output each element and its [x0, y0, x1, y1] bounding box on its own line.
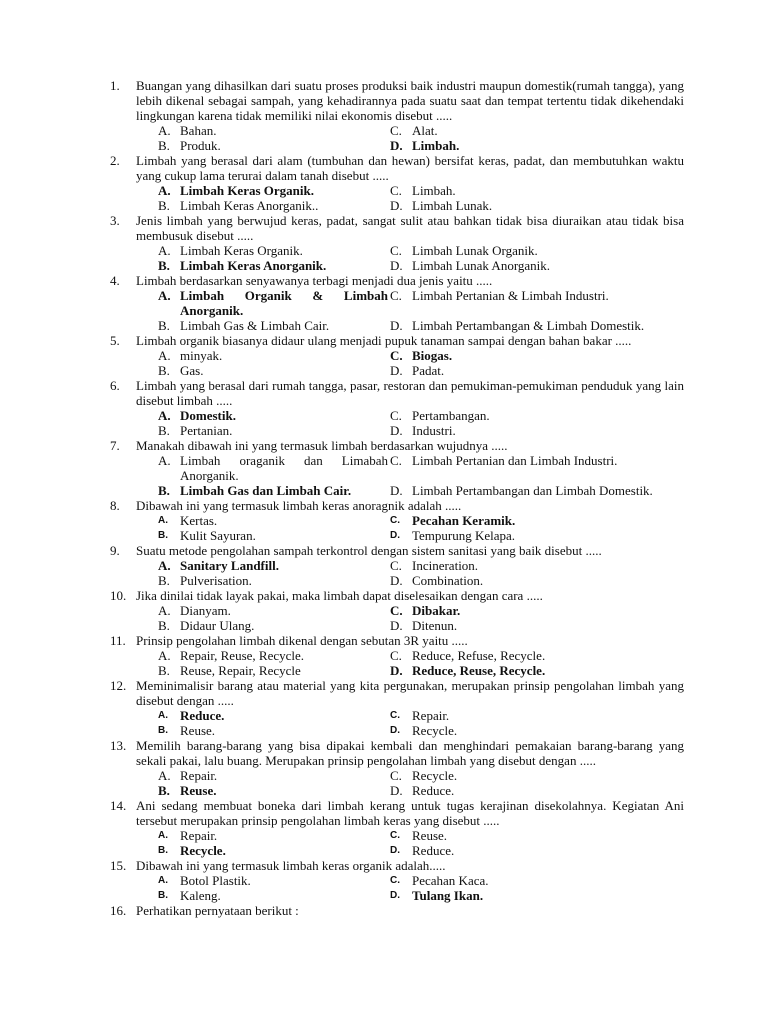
option-letter: D.	[390, 663, 403, 678]
option-letter: B.	[158, 423, 170, 438]
option-letter: D.	[390, 363, 403, 378]
option-text: Limbah.	[412, 138, 460, 153]
question-text: Limbah yang berasal dari rumah tangga, pasar, restoran dan pemukiman-pemukiman penduduk yang lain disebut limbah .....	[136, 378, 684, 408]
option-text: Reduce, Reuse, Recycle.	[412, 663, 546, 678]
answer-option-d	[388, 138, 684, 153]
answer-option-b	[136, 528, 388, 543]
option-letter: A.	[158, 648, 171, 663]
option-letter: C.	[390, 710, 400, 721]
option-letter: D.	[390, 138, 403, 153]
answer-option-b	[136, 483, 388, 498]
option-text: Ditenun.	[412, 618, 458, 633]
option-letter: C.	[390, 768, 402, 783]
option-letter: A.	[158, 123, 171, 138]
answer-option-d	[388, 198, 684, 213]
option-text: Pecahan Keramik.	[412, 513, 516, 528]
option-letter: D.	[390, 423, 403, 438]
answer-option-a	[136, 123, 388, 138]
option-text: Limbah Lunak.	[412, 198, 493, 213]
option-text: Tempurung Kelapa.	[412, 528, 516, 543]
answer-option-b	[136, 618, 388, 633]
option-text: Repair.	[180, 828, 218, 843]
answer-option-d	[388, 423, 684, 438]
option-letter: C.	[390, 183, 402, 198]
option-text: Reuse.	[180, 783, 217, 798]
question-14	[110, 798, 684, 858]
answer-option-d	[388, 663, 684, 678]
answer-option-c	[388, 123, 684, 138]
question-number: 2.	[110, 153, 120, 168]
answer-options	[136, 348, 684, 378]
option-text: Limbah Keras Organik.	[180, 183, 314, 198]
option-letter: D.	[390, 198, 403, 213]
option-text: Alat.	[412, 123, 438, 138]
question-number: 8.	[110, 498, 120, 513]
answer-option-c	[388, 453, 684, 483]
question-number: 13.	[110, 738, 127, 753]
option-letter: B.	[158, 363, 170, 378]
answer-option-c	[388, 873, 684, 888]
option-letter: A.	[158, 408, 171, 423]
answer-option-a	[136, 828, 388, 843]
option-text: Limbah.	[412, 183, 456, 198]
option-text: minyak.	[180, 348, 223, 363]
option-text: Tulang Ikan.	[412, 888, 484, 903]
option-text: Repair.	[180, 768, 218, 783]
option-text: Sanitary Landfill.	[180, 558, 279, 573]
question-text: Jenis limbah yang berwujud keras, padat, sangat sulit atau bahkan tidak bisa diuraikan atau tidak bisa membusuk disebut .....	[136, 213, 684, 243]
option-text: Limbah Pertanian dan Limbah Industri.	[412, 453, 618, 468]
option-letter: B.	[158, 530, 168, 541]
option-letter: C.	[390, 408, 402, 423]
answer-options	[136, 648, 684, 678]
option-text: Didaur Ulang.	[180, 618, 255, 633]
answer-option-b	[136, 783, 388, 798]
answer-option-b	[136, 318, 388, 333]
question-text: Limbah yang berasal dari alam (tumbuhan dan hewan) bersifat keras, padat, dan membutuhkan waktu yang cukup lama terurai dalam tanah disebut .....	[136, 153, 684, 183]
option-text: Reduce.	[180, 708, 225, 723]
answer-option-c	[388, 183, 684, 198]
option-letter: B.	[158, 618, 170, 633]
answer-options	[136, 558, 684, 588]
answer-option-a	[136, 348, 388, 363]
option-letter: A.	[158, 243, 171, 258]
answer-option-b	[136, 843, 388, 858]
question-text: Perhatikan pernyataan berikut :	[136, 903, 299, 918]
question-number: 7.	[110, 438, 120, 453]
option-letter: B.	[158, 783, 170, 798]
answer-option-d	[388, 318, 684, 333]
answer-option-b	[136, 888, 388, 903]
option-text: Reuse.	[180, 723, 216, 738]
option-text: Kaleng.	[180, 888, 221, 903]
question-text: Meminimalisir barang atau material yang kita pergunakan, merupakan prinsip pengolahan limbah yang disebut dengan .....	[136, 678, 684, 708]
answer-option-b	[136, 573, 388, 588]
option-letter: B.	[158, 890, 168, 901]
answer-option-a	[136, 558, 388, 573]
answer-option-d	[388, 573, 684, 588]
answer-option-a	[136, 243, 388, 258]
answer-options	[136, 123, 684, 153]
question-text: Ani sedang membuat boneka dari limbah kerang untuk tugas kerajinan disekolahnya. Kegiatan Ani tersebut merupakan prinsip pengolahan limbah keras yang disebut .....	[136, 798, 684, 828]
option-letter: C.	[390, 453, 402, 468]
question-13	[110, 738, 684, 798]
answer-option-d	[388, 843, 684, 858]
option-text: Limbah Pertambangan dan Limbah Domestik.	[412, 483, 653, 498]
option-text: Repair.	[412, 708, 450, 723]
option-letter: B.	[158, 845, 168, 856]
answer-option-c	[388, 348, 684, 363]
answer-option-b	[136, 663, 388, 678]
answer-options	[136, 243, 684, 273]
option-text: Repair, Reuse, Recycle.	[180, 648, 305, 663]
option-letter: A.	[158, 288, 171, 303]
option-text: Limbah Lunak Organik.	[412, 243, 538, 258]
option-letter: D.	[390, 258, 403, 273]
option-letter: D.	[390, 483, 403, 498]
option-text: Reuse, Repair, Recycle	[180, 663, 301, 678]
question-3	[110, 213, 684, 273]
answer-option-b	[136, 138, 388, 153]
option-text: Combination.	[412, 573, 484, 588]
question-number: 9.	[110, 543, 120, 558]
answer-option-d	[388, 618, 684, 633]
answer-option-d	[388, 483, 684, 498]
option-letter: B.	[158, 663, 170, 678]
option-letter: B.	[158, 258, 170, 273]
option-letter: D.	[390, 890, 400, 901]
answer-option-a	[136, 453, 388, 483]
option-letter: D.	[390, 618, 403, 633]
option-letter: A.	[158, 603, 171, 618]
question-number: 14.	[110, 798, 127, 813]
answer-options	[136, 708, 684, 738]
question-12	[110, 678, 684, 738]
answer-option-d	[388, 723, 684, 738]
answer-option-c	[388, 828, 684, 843]
option-letter: C.	[390, 648, 402, 663]
answer-options	[136, 873, 684, 903]
option-text: Botol Plastik.	[180, 873, 251, 888]
answer-option-d	[388, 888, 684, 903]
question-text: Suatu metode pengolahan sampah terkontrol dengan sistem sanitasi yang baik disebut .....	[136, 543, 602, 558]
option-text: Pertanian.	[180, 423, 233, 438]
answer-option-c	[388, 603, 684, 618]
question-15	[110, 858, 684, 903]
question-7	[110, 438, 684, 498]
option-text: Kertas.	[180, 513, 218, 528]
answer-option-a	[136, 183, 388, 198]
option-text: Recycle.	[412, 768, 458, 783]
question-4	[110, 273, 684, 333]
option-letter: D.	[390, 845, 400, 856]
question-text: Memilih barang-barang yang bisa dipakai kembali dan menghindari pemakaian barang-barang yang sekali pakai, lalu buang. Merupakan prinsip pengolahan limbah yang disebut dengan .....	[136, 738, 684, 768]
question-16	[110, 903, 684, 918]
answer-options	[136, 288, 684, 333]
question-number: 5.	[110, 333, 120, 348]
option-text: Biogas.	[412, 348, 453, 363]
option-text: Padat.	[412, 363, 445, 378]
option-text: Limbah Gas & Limbah Cair.	[180, 318, 330, 333]
answer-option-a	[136, 513, 388, 528]
question-number: 16.	[110, 903, 127, 918]
option-text: Dibakar.	[412, 603, 461, 618]
option-text: Limbah Keras Anorganik.	[180, 258, 327, 273]
answer-option-a	[136, 288, 388, 318]
option-letter: B.	[158, 318, 170, 333]
answer-option-c	[388, 288, 684, 318]
option-text: Pecahan Kaca.	[412, 873, 489, 888]
option-text: Reduce.	[412, 783, 455, 798]
answer-option-d	[388, 528, 684, 543]
question-number: 4.	[110, 273, 120, 288]
option-text: Kulit Sayuran.	[180, 528, 256, 543]
question-text: Dibawah ini yang termasuk limbah keras organik adalah.....	[136, 858, 446, 873]
option-letter: A.	[158, 453, 171, 468]
answer-options	[136, 183, 684, 213]
answer-option-b	[136, 363, 388, 378]
answer-option-a	[136, 408, 388, 423]
option-text: Gas.	[180, 363, 204, 378]
option-text: Limbah Keras Organik.	[180, 243, 303, 258]
option-letter: B.	[158, 725, 168, 736]
answer-option-c	[388, 558, 684, 573]
question-number: 11.	[110, 633, 126, 648]
option-text: Reduce.	[412, 843, 455, 858]
question-number: 3.	[110, 213, 120, 228]
option-text: Dianyam.	[180, 603, 231, 618]
option-letter: D.	[390, 318, 403, 333]
question-1	[110, 78, 684, 153]
question-number: 10.	[110, 588, 127, 603]
option-letter: C.	[390, 123, 402, 138]
option-text: Bahan.	[180, 123, 217, 138]
option-text: Domestik.	[180, 408, 236, 423]
answer-option-a	[136, 648, 388, 663]
answer-option-d	[388, 783, 684, 798]
question-5	[110, 333, 684, 378]
question-text: Limbah berdasarkan senyawanya terbagi menjadi dua jenis yaitu .....	[136, 273, 493, 288]
answer-option-c	[388, 513, 684, 528]
option-letter: A.	[158, 875, 168, 886]
option-letter: B.	[158, 573, 170, 588]
option-text: Limbah Keras Anorganik..	[180, 198, 319, 213]
option-letter: C.	[390, 830, 400, 841]
question-text: Limbah organik biasanya didaur ulang menjadi pupuk tanaman sampai dengan bahan bakar .....	[136, 333, 632, 348]
option-letter: D.	[390, 573, 403, 588]
question-number: 1.	[110, 78, 120, 93]
question-list	[110, 78, 684, 918]
answer-option-c	[388, 408, 684, 423]
question-2	[110, 153, 684, 213]
option-letter: C.	[390, 288, 402, 303]
option-text: Limbah Lunak Anorganik.	[412, 258, 551, 273]
answer-option-a	[136, 603, 388, 618]
option-letter: C.	[390, 243, 402, 258]
option-letter: B.	[158, 198, 170, 213]
question-text: Jika dinilai tidak layak pakai, maka limbah dapat diselesaikan dengan cara .....	[136, 588, 543, 603]
option-letter: A.	[158, 768, 171, 783]
answer-option-c	[388, 768, 684, 783]
answer-option-a	[136, 873, 388, 888]
answer-option-d	[388, 363, 684, 378]
question-10	[110, 588, 684, 633]
option-text: Limbah Pertanian & Limbah Industri.	[412, 288, 609, 303]
answer-option-c	[388, 708, 684, 723]
answer-option-d	[388, 258, 684, 273]
option-text: Reuse.	[412, 828, 448, 843]
option-text: Produk.	[180, 138, 221, 153]
option-letter: A.	[158, 830, 168, 841]
answer-options	[136, 453, 684, 498]
option-letter: C.	[390, 348, 403, 363]
question-number: 6.	[110, 378, 120, 393]
question-text: Prinsip pengolahan limbah dikenal dengan sebutan 3R yaitu .....	[136, 633, 468, 648]
option-letter: A.	[158, 710, 168, 721]
option-letter: B.	[158, 138, 170, 153]
answer-option-c	[388, 243, 684, 258]
question-text: Buangan yang dihasilkan dari suatu proses produksi baik industri maupun domestik(rumah tangga), yang lebih dikenal sebagai sampah, yang kehadirannya pada suatu saat dan tempat tertentu tidak dikehendaki lingkungan karena tidak memiliki nilai ekonomis disebut .....	[136, 78, 684, 123]
answer-options	[136, 828, 684, 858]
option-letter: D.	[390, 725, 400, 736]
option-letter: A.	[158, 558, 171, 573]
question-11	[110, 633, 684, 678]
question-8	[110, 498, 684, 543]
answer-option-b	[136, 198, 388, 213]
option-text: Limbah Pertambangan & Limbah Domestik.	[412, 318, 645, 333]
option-letter: C.	[390, 515, 400, 526]
answer-option-a	[136, 768, 388, 783]
answer-options	[136, 408, 684, 438]
option-text: Reduce, Refuse, Recycle.	[412, 648, 546, 663]
answer-options	[136, 768, 684, 798]
answer-options	[136, 513, 684, 543]
option-text: Limbah Gas dan Limbah Cair.	[180, 483, 352, 498]
question-6	[110, 378, 684, 438]
option-letter: A.	[158, 515, 168, 526]
option-text: Pertambangan.	[412, 408, 490, 423]
answer-option-b	[136, 258, 388, 273]
option-text: Limbah oraganik dan Limabah Anorganik.	[180, 453, 388, 483]
question-text: Dibawah ini yang termasuk limbah keras anoragnik adalah .....	[136, 498, 462, 513]
answer-options	[136, 603, 684, 633]
option-text: Recycle.	[180, 843, 226, 858]
option-letter: B.	[158, 483, 170, 498]
answer-option-b	[136, 423, 388, 438]
question-number: 15.	[110, 858, 127, 873]
question-text: Manakah dibawah ini yang termasuk limbah berdasarkan wujudnya .....	[136, 438, 508, 453]
option-letter: C.	[390, 603, 403, 618]
option-letter: A.	[158, 348, 171, 363]
answer-option-b	[136, 723, 388, 738]
option-text: Pulverisation.	[180, 573, 252, 588]
option-letter: C.	[390, 875, 400, 886]
option-text: Limbah Organik & Limbah Anorganik.	[180, 288, 388, 318]
answer-option-c	[388, 648, 684, 663]
option-letter: D.	[390, 783, 403, 798]
option-text: Incineration.	[412, 558, 479, 573]
answer-option-a	[136, 708, 388, 723]
question-9	[110, 543, 684, 588]
option-text: Recycle.	[412, 723, 458, 738]
option-letter: C.	[390, 558, 402, 573]
option-letter: D.	[390, 530, 400, 541]
option-letter: A.	[158, 183, 171, 198]
option-text: Industri.	[412, 423, 456, 438]
question-number: 12.	[110, 678, 127, 693]
